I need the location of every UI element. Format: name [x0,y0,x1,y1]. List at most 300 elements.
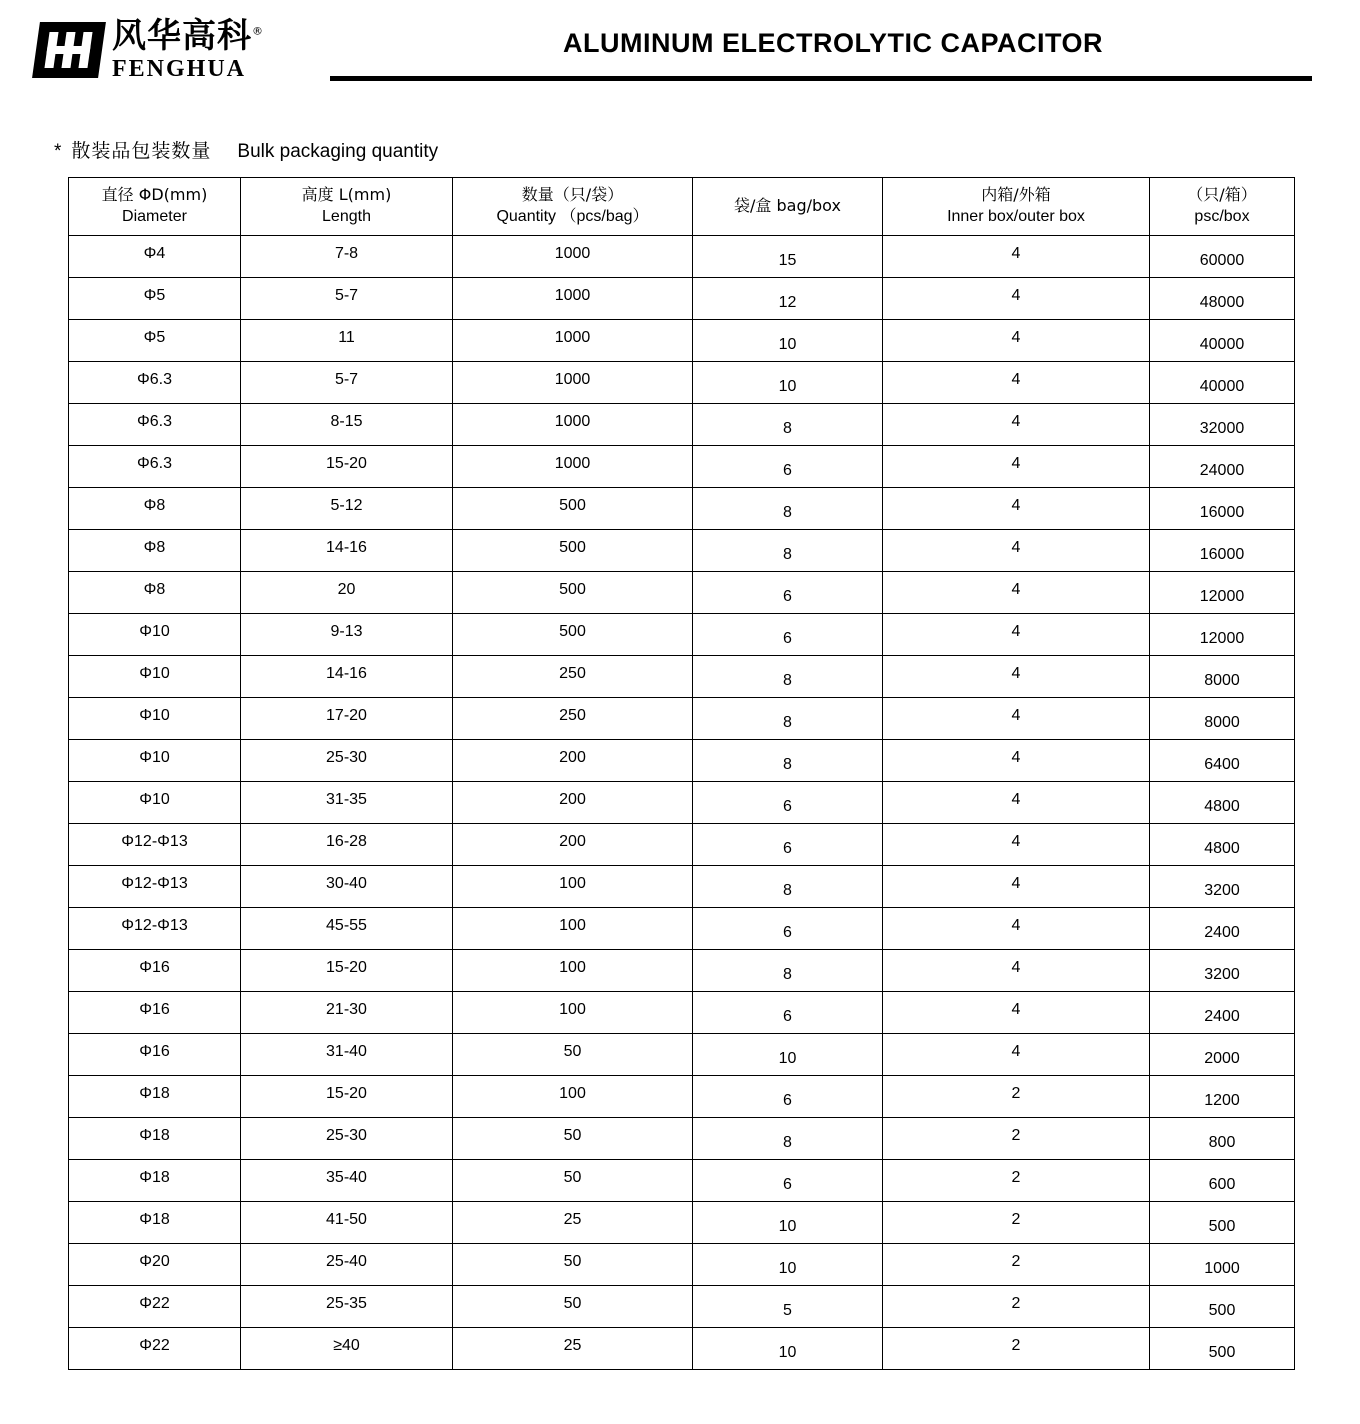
header-divider [330,76,1312,81]
company-logo [36,16,336,82]
cell-diameter-text: Φ12-Φ13 [121,832,188,850]
cell-inner-outer-box-text: 4 [1011,286,1021,304]
cell-length-text: 9-13 [330,622,363,640]
column-header-length-en: Length [322,207,371,225]
cell-length-text: 16-28 [326,832,367,850]
cell-quantity [453,236,693,278]
cell-quantity-text: 1000 [554,328,591,346]
cell-inner-outer-box-text: 4 [1011,538,1021,556]
column-header-quantity-cn: 数量（只/袋） [521,185,624,204]
cell-quantity-text: 250 [559,664,586,682]
cell-pcs-per-box [1150,1118,1295,1160]
cell-inner-outer-box [883,992,1150,1034]
header-title-area [336,0,1360,100]
cell-diameter [69,1034,241,1076]
cell-bag-per-box [693,1202,883,1244]
cell-diameter-text: Φ10 [139,790,170,808]
cell-diameter-text: Φ10 [139,748,170,766]
cell-bag-per-box [693,1328,883,1370]
cell-length-text: 15-20 [326,1084,367,1102]
cell-bag-per-box-text: 10 [778,1217,797,1235]
cell-quantity [453,908,693,950]
cell-diameter [69,866,241,908]
logo-english-name: FENGHUA [112,56,246,82]
cell-bag-per-box [693,320,883,362]
cell-pcs-per-box-text: 4800 [1204,839,1240,857]
cell-inner-outer-box-text: 4 [1011,412,1021,430]
cell-diameter [69,698,241,740]
cell-diameter-text: Φ8 [143,496,166,514]
cell-inner-outer-box-text: 2 [1011,1126,1021,1144]
cell-pcs-per-box [1150,362,1295,404]
table-header [69,178,1295,236]
cell-length [241,320,453,362]
cell-inner-outer-box-text: 4 [1011,706,1021,724]
cell-length [241,362,453,404]
cell-length-text: 35-40 [326,1168,367,1186]
table-row [69,1328,1295,1370]
cell-pcs-per-box-text: 2400 [1204,1007,1240,1025]
cell-bag-per-box-text: 8 [783,755,792,773]
cell-quantity-text: 50 [563,1252,582,1270]
logo-text-block [112,16,264,82]
cell-pcs-per-box [1150,1034,1295,1076]
table-row [69,278,1295,320]
cell-quantity [453,362,693,404]
table-row [69,1202,1295,1244]
cell-diameter [69,1286,241,1328]
cell-length [241,740,453,782]
cell-diameter [69,1118,241,1160]
cell-inner-outer-box-text: 2 [1011,1252,1021,1270]
cell-length-text: 15-20 [326,958,367,976]
cell-bag-per-box [693,908,883,950]
cell-pcs-per-box [1150,1286,1295,1328]
cell-diameter-text: Φ18 [139,1084,170,1102]
cell-length-text: 7-8 [334,244,359,262]
table-row [69,824,1295,866]
cell-pcs-per-box-text: 3200 [1204,881,1240,899]
cell-bag-per-box-text: 8 [783,965,792,983]
table-row [69,740,1295,782]
table-row [69,866,1295,908]
cell-bag-per-box-text: 10 [778,1259,797,1277]
cell-pcs-per-box [1150,698,1295,740]
cell-quantity-text: 50 [563,1168,582,1186]
cell-inner-outer-box [883,236,1150,278]
cell-pcs-per-box [1150,740,1295,782]
cell-diameter-text: Φ16 [139,958,170,976]
cell-quantity-text: 1000 [554,370,591,388]
bulk-packaging-table [68,177,1295,1370]
cell-diameter-text: Φ18 [139,1168,170,1186]
table-row [69,1034,1295,1076]
section-note-english: Bulk packaging quantity [237,141,439,162]
cell-diameter [69,320,241,362]
cell-inner-outer-box-text: 4 [1011,832,1021,850]
cell-inner-outer-box [883,1034,1150,1076]
cell-diameter-text: Φ18 [139,1210,170,1228]
cell-diameter-text: Φ18 [139,1126,170,1144]
cell-length-text: 31-35 [326,790,367,808]
cell-pcs-per-box-text: 3200 [1204,965,1240,983]
cell-pcs-per-box [1150,1328,1295,1370]
cell-quantity [453,1160,693,1202]
cell-inner-outer-box-text: 4 [1011,580,1021,598]
cell-inner-outer-box-text: 2 [1011,1336,1021,1354]
cell-bag-per-box-text: 8 [783,503,792,521]
cell-inner-outer-box-text: 2 [1011,1294,1021,1312]
cell-bag-per-box [693,950,883,992]
cell-length [241,824,453,866]
cell-length-text: 41-50 [326,1210,367,1228]
cell-bag-per-box [693,362,883,404]
cell-diameter [69,530,241,572]
cell-length [241,572,453,614]
cell-quantity-text: 200 [559,748,586,766]
cell-length [241,908,453,950]
page-header [0,0,1360,100]
cell-bag-per-box-text: 6 [783,1007,792,1025]
cell-bag-per-box-text: 10 [778,1049,797,1067]
cell-inner-outer-box [883,782,1150,824]
cell-inner-outer-box-text: 4 [1011,958,1021,976]
table-row [69,404,1295,446]
cell-bag-per-box [693,824,883,866]
cell-quantity-text: 1000 [554,412,591,430]
cell-pcs-per-box [1150,992,1295,1034]
cell-quantity [453,1034,693,1076]
cell-length-text: 20 [337,580,356,598]
logo-bar-shape [46,46,90,54]
cell-quantity [453,320,693,362]
cell-pcs-per-box-text: 8000 [1204,671,1240,689]
cell-inner-outer-box [883,824,1150,866]
cell-diameter-text: Φ22 [139,1294,170,1312]
cell-bag-per-box-text: 10 [778,1343,797,1361]
cell-length [241,404,453,446]
cell-inner-outer-box-text: 4 [1011,454,1021,472]
cell-bag-per-box [693,656,883,698]
cell-inner-outer-box [883,1286,1150,1328]
cell-inner-outer-box [883,908,1150,950]
cell-inner-outer-box [883,1160,1150,1202]
column-header-inner-outer-box [883,178,1150,236]
cell-inner-outer-box [883,1328,1150,1370]
column-header-quantity [453,178,693,236]
column-header-pcs-per-box-en: psc/box [1194,207,1250,225]
cell-quantity-text: 200 [559,790,586,808]
cell-bag-per-box-text: 8 [783,713,792,731]
cell-bag-per-box-text: 15 [778,251,797,269]
cell-pcs-per-box-text: 32000 [1199,419,1245,437]
cell-length [241,992,453,1034]
cell-length [241,1286,453,1328]
section-note-chinese: 散装品包装数量 [71,140,212,162]
cell-quantity [453,656,693,698]
cell-quantity [453,950,693,992]
cell-inner-outer-box-text: 4 [1011,1000,1021,1018]
cell-inner-outer-box-text: 4 [1011,496,1021,514]
column-header-diameter-cn: 直径 ΦD(mm) [101,185,208,204]
cell-quantity [453,404,693,446]
cell-bag-per-box [693,488,883,530]
cell-diameter-text: Φ10 [139,706,170,724]
cell-length-text: 21-30 [326,1000,367,1018]
cell-pcs-per-box [1150,614,1295,656]
column-header-inner-outer-box-cn: 内箱/外箱 [981,185,1051,204]
cell-quantity [453,446,693,488]
cell-bag-per-box [693,278,883,320]
cell-diameter-text: Φ12-Φ13 [121,916,188,934]
cell-length [241,1118,453,1160]
cell-pcs-per-box-text: 1200 [1204,1091,1240,1109]
cell-length-text: 14-16 [326,538,367,556]
cell-inner-outer-box-text: 2 [1011,1168,1021,1186]
cell-diameter-text: Φ8 [143,538,166,556]
cell-length-text: 15-20 [326,454,367,472]
cell-bag-per-box-text: 6 [783,461,792,479]
cell-pcs-per-box [1150,1160,1295,1202]
cell-length [241,1160,453,1202]
cell-inner-outer-box-text: 4 [1011,748,1021,766]
cell-diameter-text: Φ16 [139,1042,170,1060]
table-row [69,1286,1295,1328]
cell-diameter [69,1202,241,1244]
column-header-pcs-per-box-cn: （只/箱） [1187,185,1257,204]
cell-length-text: 25-30 [326,748,367,766]
cell-pcs-per-box [1150,866,1295,908]
cell-quantity-text: 500 [559,622,586,640]
logo-chinese-name [112,16,264,56]
cell-inner-outer-box [883,698,1150,740]
cell-pcs-per-box [1150,1202,1295,1244]
cell-diameter-text: Φ6.3 [136,412,172,430]
cell-diameter-text: Φ20 [139,1252,170,1270]
cell-diameter-text: Φ12-Φ13 [121,874,188,892]
cell-pcs-per-box-text: 6400 [1204,755,1240,773]
cell-diameter [69,824,241,866]
logo-chinese-text: 风华高科 [112,16,252,56]
cell-quantity-text: 50 [563,1294,582,1312]
column-header-bag-per-box-cn: 袋/盒 bag/box [734,195,841,215]
cell-pcs-per-box [1150,824,1295,866]
table-row [69,1076,1295,1118]
cell-diameter [69,446,241,488]
cell-quantity-text: 500 [559,580,586,598]
cell-length-text: 25-35 [326,1294,367,1312]
cell-pcs-per-box-text: 600 [1208,1175,1236,1193]
cell-inner-outer-box-text: 4 [1011,874,1021,892]
cell-inner-outer-box [883,488,1150,530]
cell-pcs-per-box [1150,488,1295,530]
cell-quantity-text: 25 [563,1336,582,1354]
cell-length [241,782,453,824]
cell-quantity-text: 1000 [554,454,591,472]
cell-quantity-text: 1000 [554,244,591,262]
cell-diameter-text: Φ6.3 [136,454,172,472]
table-row [69,908,1295,950]
table-header-row [69,178,1295,236]
cell-diameter [69,278,241,320]
cell-quantity-text: 250 [559,706,586,724]
cell-quantity [453,866,693,908]
cell-pcs-per-box-text: 1000 [1204,1259,1240,1277]
cell-length [241,1202,453,1244]
cell-pcs-per-box-text: 8000 [1204,713,1240,731]
cell-quantity-text: 200 [559,832,586,850]
table-row [69,1118,1295,1160]
cell-inner-outer-box-text: 2 [1011,1084,1021,1102]
cell-bag-per-box-text: 8 [783,1133,792,1151]
cell-inner-outer-box-text: 4 [1011,664,1021,682]
cell-length-text: 17-20 [326,706,367,724]
cell-length [241,530,453,572]
cell-diameter [69,992,241,1034]
cell-diameter [69,572,241,614]
cell-bag-per-box [693,1286,883,1328]
cell-bag-per-box [693,1160,883,1202]
cell-bag-per-box [693,698,883,740]
cell-length [241,656,453,698]
cell-pcs-per-box [1150,236,1295,278]
cell-quantity [453,1076,693,1118]
column-header-length-cn: 高度 L(mm) [301,185,392,204]
cell-bag-per-box [693,1034,883,1076]
cell-inner-outer-box [883,1118,1150,1160]
cell-length-text: 11 [338,328,355,346]
cell-length [241,1034,453,1076]
cell-quantity [453,572,693,614]
cell-diameter [69,488,241,530]
cell-bag-per-box-text: 10 [778,377,797,395]
cell-diameter [69,1160,241,1202]
cell-inner-outer-box [883,656,1150,698]
cell-diameter [69,1244,241,1286]
section-note [54,136,1360,163]
cell-diameter [69,908,241,950]
cell-length [241,446,453,488]
cell-pcs-per-box [1150,782,1295,824]
cell-bag-per-box-text: 6 [783,923,792,941]
cell-inner-outer-box [883,446,1150,488]
table-row [69,320,1295,362]
cell-diameter-text: Φ4 [143,244,166,262]
cell-bag-per-box [693,446,883,488]
cell-pcs-per-box [1150,1076,1295,1118]
cell-length-text: 8-15 [330,412,363,430]
cell-bag-per-box-text: 6 [783,587,792,605]
cell-bag-per-box [693,236,883,278]
cell-quantity-text: 100 [559,958,586,976]
cell-pcs-per-box-text: 24000 [1199,461,1245,479]
cell-diameter-text: Φ22 [139,1336,170,1354]
cell-inner-outer-box [883,404,1150,446]
cell-length-text: 25-30 [326,1126,367,1144]
table-row [69,656,1295,698]
cell-pcs-per-box [1150,908,1295,950]
cell-quantity [453,530,693,572]
column-header-inner-outer-box-en: Inner box/outer box [947,207,1085,225]
table-row [69,572,1295,614]
cell-inner-outer-box [883,1244,1150,1286]
cell-quantity [453,278,693,320]
cell-pcs-per-box [1150,530,1295,572]
cell-quantity-text: 25 [563,1210,582,1228]
table-row [69,782,1295,824]
cell-pcs-per-box-text: 4800 [1204,797,1240,815]
cell-quantity [453,614,693,656]
bullet-star-icon: * [54,141,62,162]
cell-inner-outer-box [883,278,1150,320]
cell-diameter-text: Φ16 [139,1000,170,1018]
cell-quantity-text: 50 [563,1042,582,1060]
cell-bag-per-box [693,530,883,572]
cell-pcs-per-box-text: 16000 [1199,545,1245,563]
cell-length-text: 5-7 [334,370,359,388]
table-row [69,362,1295,404]
cell-diameter [69,1328,241,1370]
cell-inner-outer-box-text: 4 [1011,1042,1021,1060]
cell-length-text: 30-40 [326,874,367,892]
cell-length [241,614,453,656]
cell-diameter [69,362,241,404]
cell-inner-outer-box [883,950,1150,992]
cell-diameter [69,740,241,782]
column-header-length [241,178,453,236]
cell-diameter [69,404,241,446]
cell-quantity-text: 100 [559,874,586,892]
cell-quantity [453,992,693,1034]
table-row [69,992,1295,1034]
cell-length [241,866,453,908]
table-row [69,1160,1295,1202]
cell-pcs-per-box-text: 40000 [1199,335,1245,353]
table-row [69,236,1295,278]
table-body [69,236,1295,1370]
cell-pcs-per-box-text: 500 [1208,1217,1236,1235]
cell-inner-outer-box [883,866,1150,908]
cell-length [241,488,453,530]
cell-pcs-per-box-text: 500 [1208,1301,1236,1319]
cell-inner-outer-box-text: 2 [1011,1210,1021,1228]
cell-quantity-text: 100 [559,1084,586,1102]
cell-bag-per-box-text: 8 [783,545,792,563]
cell-diameter-text: Φ8 [143,580,166,598]
cell-bag-per-box-text: 6 [783,629,792,647]
cell-bag-per-box [693,1076,883,1118]
cell-pcs-per-box-text: 12000 [1199,587,1245,605]
cell-diameter [69,656,241,698]
cell-bag-per-box [693,740,883,782]
cell-length [241,1076,453,1118]
cell-diameter-text: Φ5 [143,286,166,304]
cell-length-text: ≥40 [333,1336,360,1354]
cell-pcs-per-box-text: 60000 [1199,251,1245,269]
cell-quantity-text: 50 [563,1126,582,1144]
cell-bag-per-box [693,572,883,614]
table-row [69,530,1295,572]
cell-bag-per-box [693,404,883,446]
cell-quantity [453,1118,693,1160]
column-header-diameter [69,178,241,236]
cell-quantity [453,1202,693,1244]
column-header-quantity-en: Quantity （pcs/bag） [496,207,649,225]
cell-inner-outer-box [883,1202,1150,1244]
cell-inner-outer-box [883,740,1150,782]
cell-quantity [453,824,693,866]
cell-quantity-text: 500 [559,496,586,514]
